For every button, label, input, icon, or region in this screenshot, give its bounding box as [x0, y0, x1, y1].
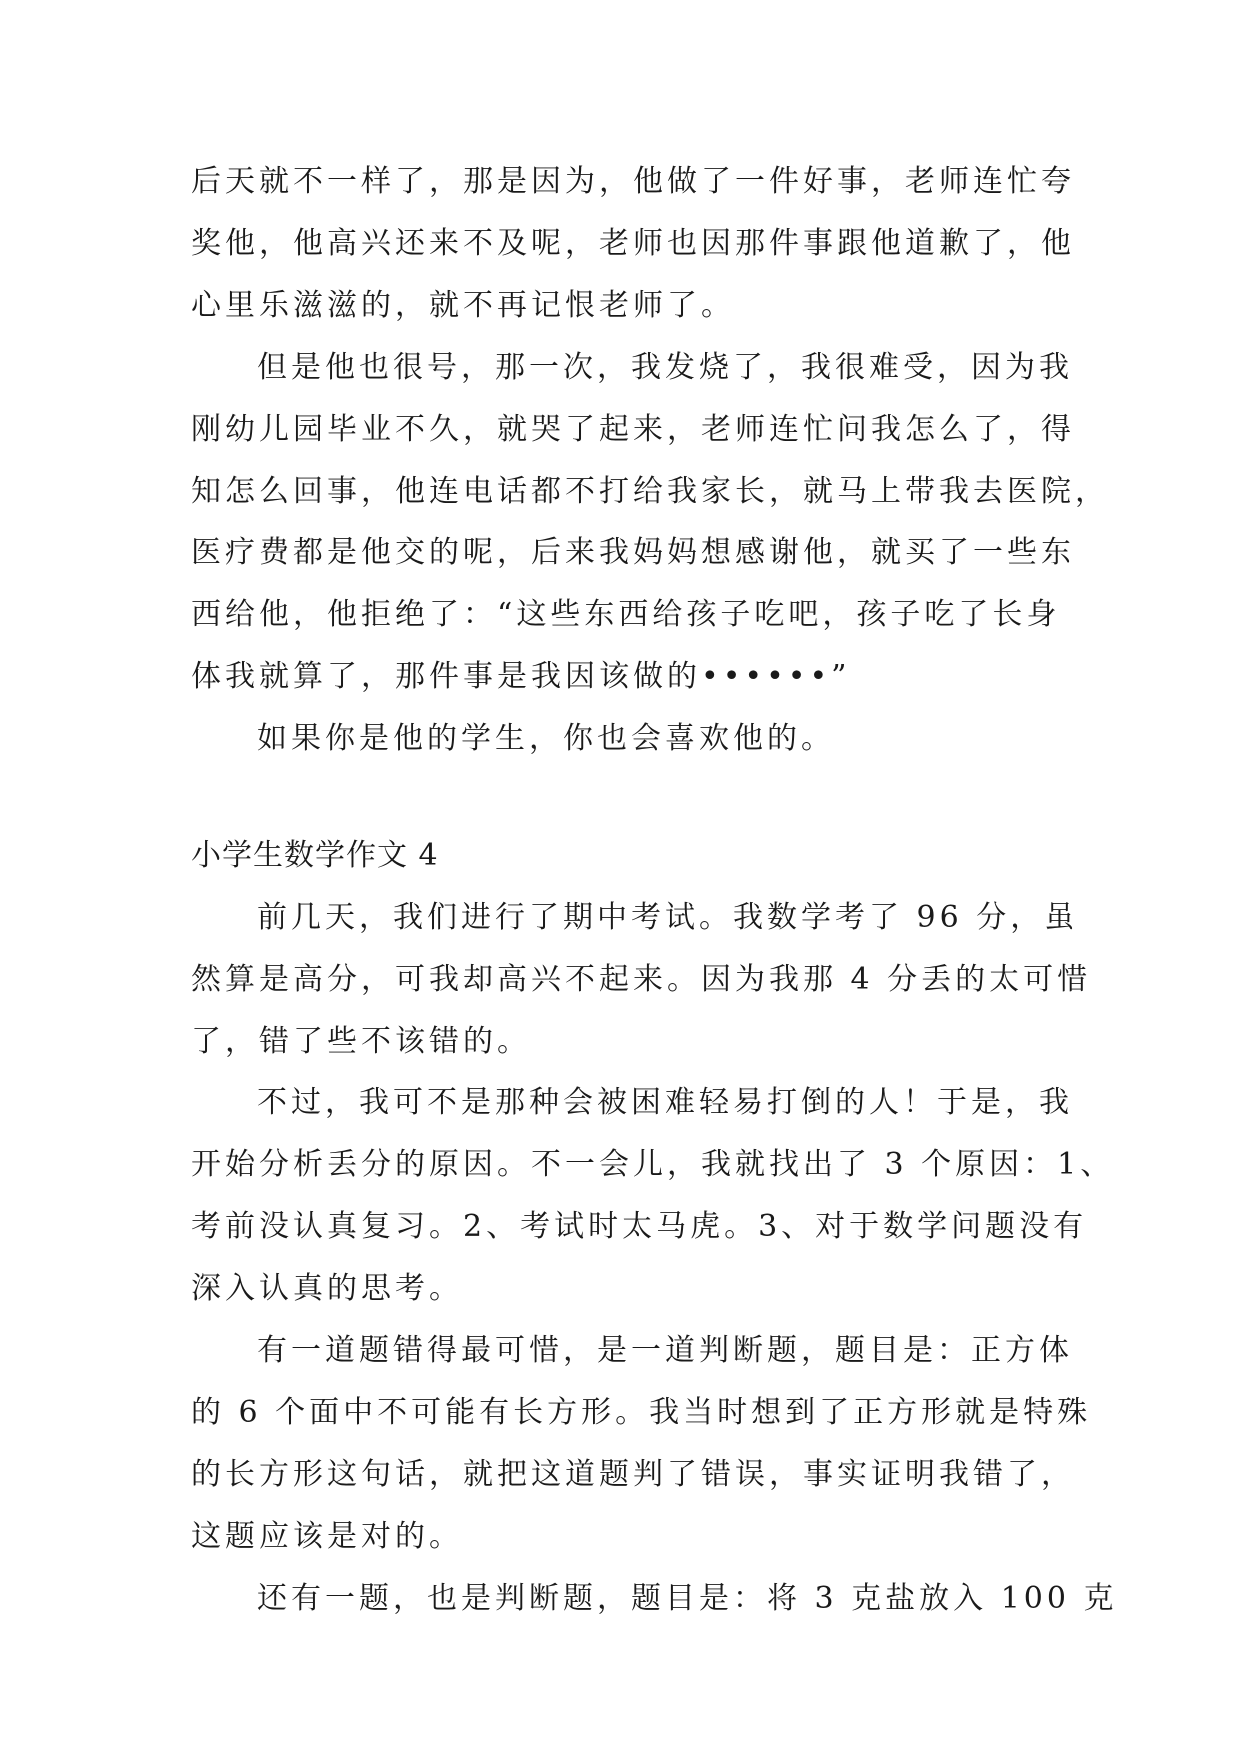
- text-line: 刚幼儿园毕业不久，就哭了起来，老师连忙问我怎么了，得: [191, 412, 1075, 447]
- text-line: 的 6 个面中不可能有长方形。我当时想到了正方形就是特殊: [191, 1395, 1092, 1430]
- text-line: 深入认真的思考。: [191, 1271, 463, 1306]
- text-line: 这题应该是对的。: [191, 1519, 463, 1554]
- text-line: 后天就不一样了，那是因为，他做了一件好事，老师连忙夸: [191, 164, 1075, 199]
- paragraph-start-line: 不过，我可不是那种会被困难轻易打倒的人！于是，我: [257, 1085, 1073, 1120]
- text-line: 然算是高分，可我却高兴不起来。因为我那 4 分丢的太可惜: [191, 962, 1092, 997]
- text-line: 奖他，他高兴还来不及呢，老师也因那件事跟他道歉了，他: [191, 226, 1075, 261]
- text-line: 体我就算了，那件事是我因该做的••••••”: [191, 659, 851, 694]
- paragraph-start-line: 还有一题，也是判断题，题目是：将 3 克盐放入 100 克: [257, 1581, 1118, 1616]
- text-line: 开始分析丢分的原因。不一会儿，我就找出了 3 个原因：1、: [191, 1147, 1115, 1182]
- paragraph-start-line: 如果你是他的学生，你也会喜欢他的。: [257, 721, 835, 756]
- text-line: 心里乐滋滋的，就不再记恨老师了。: [191, 288, 735, 323]
- text-line: 医疗费都是他交的呢，后来我妈妈想感谢他，就买了一些东: [191, 535, 1075, 570]
- text-line: 知怎么回事，他连电话都不打给我家长，就马上带我去医院，: [191, 474, 1109, 509]
- text-line: 考前没认真复习。2、考试时太马虎。3、对于数学问题没有: [191, 1209, 1088, 1244]
- section-heading: 小学生数学作文 4: [191, 838, 439, 873]
- text-line: 的长方形这句话，就把这道题判了错误，事实证明我错了，: [191, 1457, 1075, 1492]
- paragraph-start-line: 有一道题错得最可惜，是一道判断题，题目是：正方体: [257, 1333, 1073, 1368]
- paragraph-start-line: 前几天，我们进行了期中考试。我数学考了 96 分，虽: [257, 900, 1079, 935]
- text-line: 西给他，他拒绝了：“这些东西给孩子吃吧，孩子吃了长身: [191, 597, 1061, 632]
- text-line: 了，错了些不该错的。: [191, 1024, 531, 1059]
- paragraph-start-line: 但是他也很号，那一次，我发烧了，我很难受，因为我: [257, 350, 1073, 385]
